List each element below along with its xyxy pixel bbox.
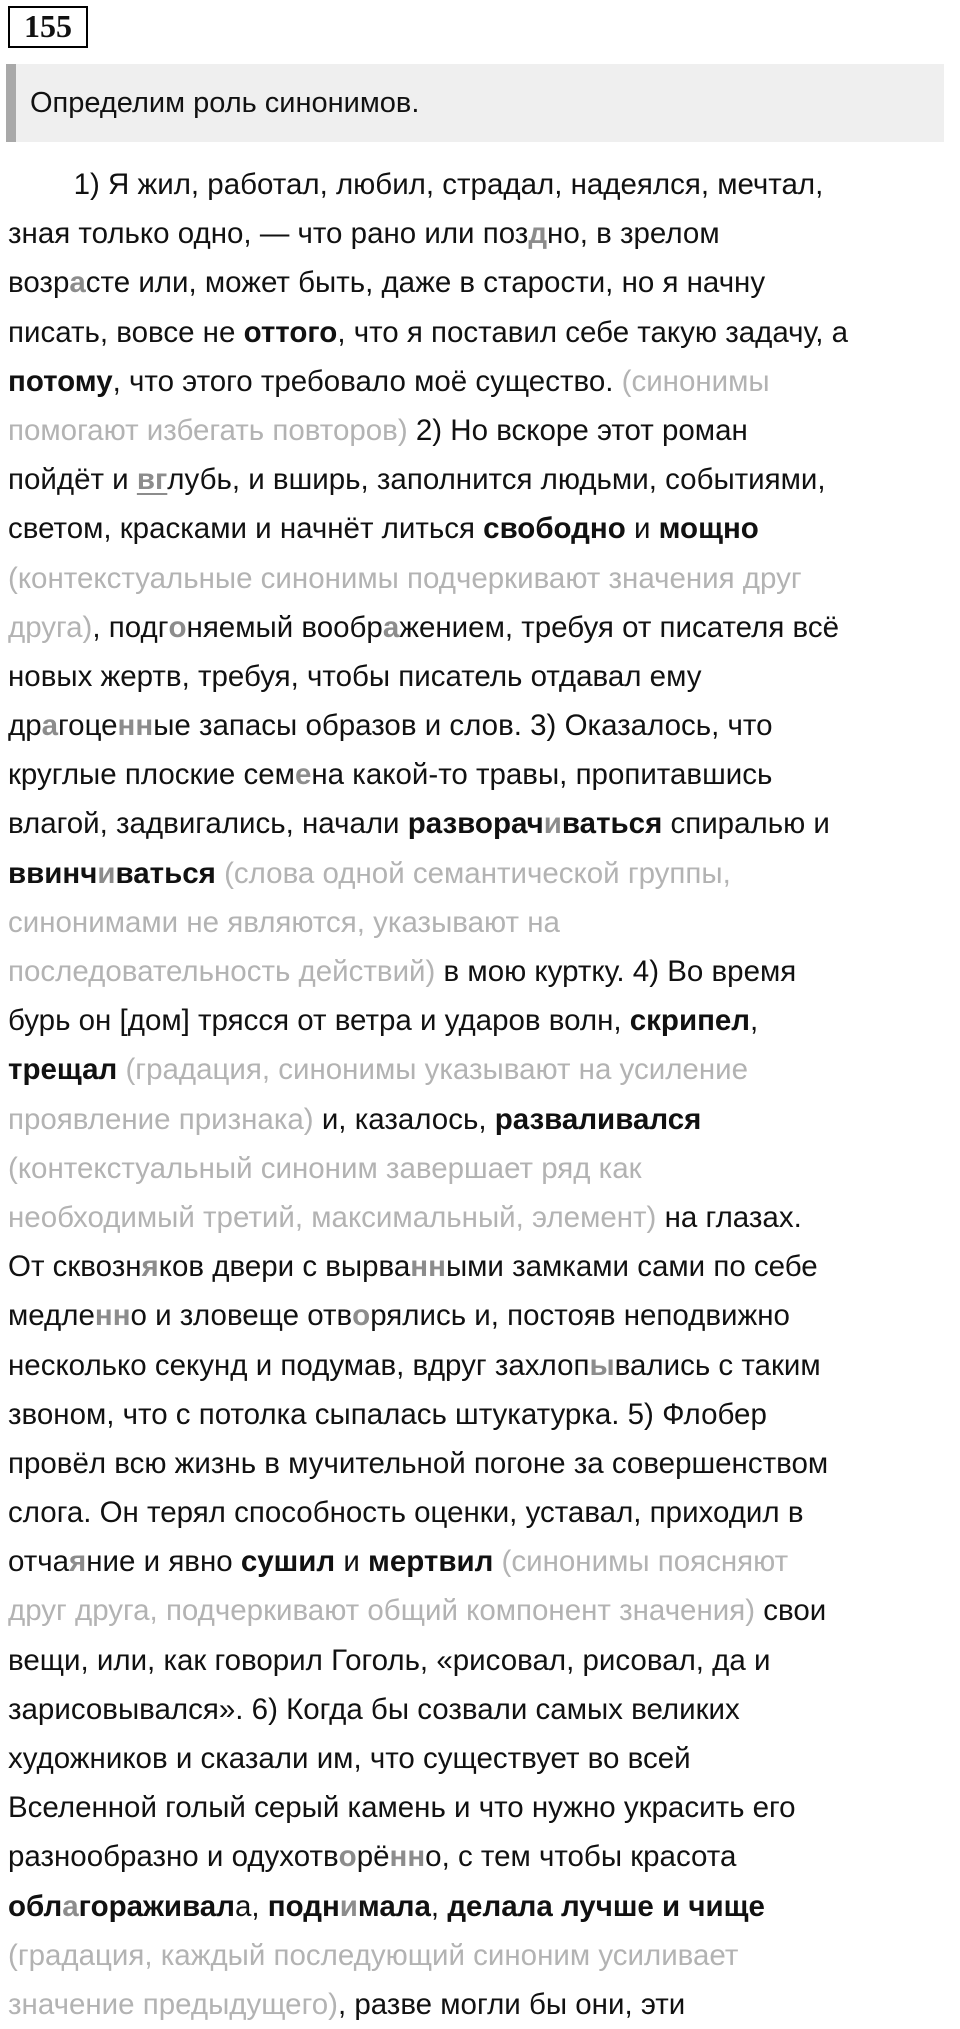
text-segment: и	[625, 512, 659, 546]
text-segment: ,	[750, 1004, 759, 1038]
text-segment: , разве могли бы они, эти	[337, 1987, 686, 2021]
highlighted-prefix: вг	[136, 463, 168, 497]
text-line	[8, 898, 958, 947]
text-line	[8, 1882, 958, 1931]
text-line	[8, 1783, 958, 1832]
text-segment: бурь он [дом] трясся от ветра и ударов волн,	[8, 1004, 630, 1038]
text-line	[8, 849, 958, 898]
text-line	[8, 1291, 958, 1340]
text-segment: ые запасы образов и слов. 3) Оказалось, что	[153, 709, 773, 743]
text-segment: слога. Он терял способность оценки, уставал, приходил в	[8, 1496, 804, 1530]
text-line	[8, 996, 958, 1045]
text-segment: гоце	[58, 709, 118, 743]
text-line	[8, 799, 958, 848]
bold-term: мощно	[658, 512, 759, 546]
text-segment: От сквозн	[8, 1250, 142, 1284]
highlighted-letter: и	[97, 856, 116, 890]
gray-comment: (контекстуальные синонимы подчеркивают значения друг	[8, 561, 802, 595]
text-line	[8, 1586, 958, 1635]
text-segment: в мою куртку. 4) Во время	[435, 955, 797, 988]
highlighted-letter: а	[41, 709, 59, 743]
text-segment: свои	[755, 1594, 827, 1628]
text-line	[8, 1242, 958, 1291]
bold-term: сушил	[240, 1545, 336, 1579]
text-segment: спиралью и	[662, 807, 830, 841]
highlighted-letter: о	[338, 1840, 357, 1874]
highlighted-letter: и	[339, 1889, 358, 1923]
highlighted-letter: о	[352, 1299, 371, 1333]
text-line	[8, 308, 958, 357]
text-line	[8, 1931, 958, 1980]
text-segment: влагой, задвигались, начали	[8, 807, 408, 841]
text-segment: на глазах.	[656, 1200, 802, 1234]
bold-term: разворач	[407, 807, 544, 841]
text-line	[8, 554, 958, 603]
highlighted-letter: нн	[117, 709, 154, 743]
highlighted-letter: а	[69, 266, 86, 300]
text-line	[8, 209, 958, 258]
text-segment: , что этого требовало моё существо.	[112, 364, 622, 398]
text-segment: пойдёт и	[8, 463, 137, 497]
intro-callout: Определим роль синонимов.	[6, 64, 944, 142]
bold-term: ввинч	[8, 856, 98, 890]
text-segment	[493, 1545, 501, 1578]
bold-term: делала лучше и чище	[447, 1889, 765, 1923]
text-line	[8, 1095, 958, 1144]
text-segment: возр	[8, 266, 70, 300]
highlighted-letter: а	[382, 610, 400, 644]
bold-term: мала	[357, 1889, 431, 1923]
text-line	[8, 1980, 958, 2029]
text-segment: медле	[8, 1299, 95, 1333]
text-line	[8, 701, 958, 750]
bold-term: свободно	[483, 512, 626, 546]
gray-comment: проявление признака)	[8, 1102, 314, 1136]
text-line	[8, 947, 958, 996]
highlighted-letter: нн	[389, 1840, 426, 1874]
text-segment: сте или, может быть, даже в старости, но я начну	[85, 266, 766, 300]
text-segment: а,	[234, 1889, 268, 1923]
text-line	[8, 1832, 958, 1881]
text-line	[8, 1144, 958, 1193]
text-segment: ,	[430, 1889, 448, 1923]
text-segment: и, казалось,	[313, 1102, 495, 1136]
gray-comment: (градация, синонимы указывают на усиление	[125, 1053, 748, 1087]
bold-term: ваться	[561, 807, 663, 841]
text-segment: звоном, что с потолка сыпалась штукатурка. 5) Флобер	[8, 1397, 767, 1431]
gray-comment: необходимый третий, максимальный, элемент)	[8, 1200, 657, 1234]
highlighted-letter: е	[294, 758, 312, 792]
text-line	[8, 258, 958, 307]
text-segment: ков двери с вырва	[158, 1250, 411, 1284]
text-segment: вались с таким	[614, 1348, 821, 1382]
text-line	[8, 1488, 958, 1537]
text-segment: няемый вообр	[186, 610, 383, 644]
text-line	[8, 1193, 958, 1242]
text-line	[8, 1636, 958, 1685]
text-segment: лубь, и вширь, заполнится людьми, событиями,	[167, 463, 826, 497]
highlighted-letter: нн	[410, 1250, 446, 1284]
bold-term: мертвил	[368, 1545, 494, 1579]
bold-term: ваться	[115, 856, 216, 890]
bold-term: скрипел	[629, 1004, 751, 1038]
text-segment: но, в зрелом	[547, 217, 720, 251]
highlighted-letter: д	[528, 217, 548, 251]
text-line	[8, 1390, 958, 1439]
gray-comment: последовательность действий)	[8, 955, 436, 988]
text-line	[8, 750, 958, 799]
gray-comment: значение предыдущего)	[8, 1987, 338, 2021]
bold-term: подн	[267, 1889, 340, 1923]
highlighted-letter: ы	[589, 1348, 615, 1382]
bold-term: потому	[8, 364, 113, 398]
text-line	[8, 504, 958, 553]
highlighted-letter: я	[69, 1545, 87, 1579]
text-segment: Вселенной голый серый камень и что нужно украсить его	[8, 1791, 796, 1825]
text-segment: писать, вовсе не	[8, 315, 244, 349]
text-line	[8, 603, 958, 652]
gray-comment: (слова одной семантической группы,	[224, 856, 731, 890]
answer-text	[8, 160, 958, 2029]
text-segment: несколько секунд и подумав, вдруг захлоп	[8, 1348, 590, 1382]
task-number-box: 155	[8, 6, 88, 48]
text-segment: рё	[356, 1840, 390, 1874]
bold-term: гораживал	[78, 1889, 235, 1923]
gray-comment: (синонимы поясняют	[501, 1545, 789, 1579]
text-line	[8, 652, 958, 701]
text-line	[8, 1439, 958, 1488]
text-line	[8, 160, 958, 209]
text-segment: светом, красками и начнёт литься	[8, 512, 484, 546]
gray-comment: друга)	[8, 610, 93, 644]
text-line	[8, 1537, 958, 1586]
gray-comment: (контекстуальный синоним завершает ряд как	[8, 1151, 642, 1185]
gray-comment: помогают избегать повторов)	[8, 413, 408, 447]
text-line	[8, 1341, 958, 1390]
text-segment: , подг	[92, 610, 169, 644]
text-line	[8, 1734, 958, 1783]
text-segment: др	[8, 709, 42, 743]
bold-term: оттого	[243, 315, 338, 349]
text-line	[8, 406, 958, 455]
text-line	[8, 357, 958, 406]
gray-comment: (градация, каждый последующий синоним усиливает	[8, 1938, 739, 1972]
text-segment: о и зловеще отв	[130, 1299, 353, 1333]
text-segment: вещи, или, как говорил Гоголь, «рисовал, рисовал, да и	[8, 1643, 771, 1677]
bold-term: разваливался	[494, 1102, 702, 1136]
text-segment: рялись и, постояв неподвижно	[370, 1299, 790, 1333]
text-segment: жением, требуя от писателя всё	[399, 610, 839, 644]
text-segment	[216, 857, 224, 890]
text-segment: отча	[8, 1545, 70, 1579]
text-segment: 1) Я жил, работал, любил, страдал, надеялся, мечтал,	[8, 168, 824, 201]
gray-comment: (синонимы	[621, 364, 770, 398]
gray-comment: друг друга, подчеркивают общий компонент значения)	[8, 1594, 756, 1628]
highlighted-letter: нн	[94, 1299, 131, 1333]
highlighted-letter: а	[62, 1889, 79, 1923]
text-line	[8, 1045, 958, 1094]
bold-term: обл	[8, 1889, 63, 1923]
text-segment: круглые плоские сем	[8, 758, 295, 792]
gray-comment: синонимами не являются, указывают на	[8, 905, 560, 939]
text-segment: ние и явно	[86, 1545, 241, 1579]
text-line	[8, 1685, 958, 1734]
bold-term: трещал	[8, 1053, 118, 1087]
text-segment: зная только одно, — что рано или поз	[8, 217, 529, 251]
text-segment: 2) Но вскоре этот роман	[407, 413, 748, 447]
highlighted-letter: я	[141, 1250, 159, 1284]
text-segment: художников и сказали им, что существует во всей	[8, 1742, 691, 1775]
text-segment: зарисовывался». 6) Когда бы созвали самых великих	[8, 1692, 740, 1726]
text-line	[8, 455, 958, 504]
text-segment: новых жертв, требуя, чтобы писатель отдавал ему	[8, 659, 702, 693]
text-segment: о, с тем чтобы красота	[425, 1840, 737, 1874]
text-segment: ыми замками сами по себе	[445, 1250, 818, 1284]
text-segment: разнообразно и одухотв	[8, 1840, 339, 1874]
text-segment: на какой-то травы, пропитавшись	[311, 758, 773, 792]
highlighted-letter: и	[543, 807, 562, 841]
text-segment: провёл всю жизнь в мучительной погоне за совершенством	[8, 1446, 829, 1480]
text-segment: , что я поставил себе такую задачу, а	[337, 315, 849, 349]
text-segment: и	[335, 1545, 369, 1579]
highlighted-letter: о	[168, 610, 187, 644]
